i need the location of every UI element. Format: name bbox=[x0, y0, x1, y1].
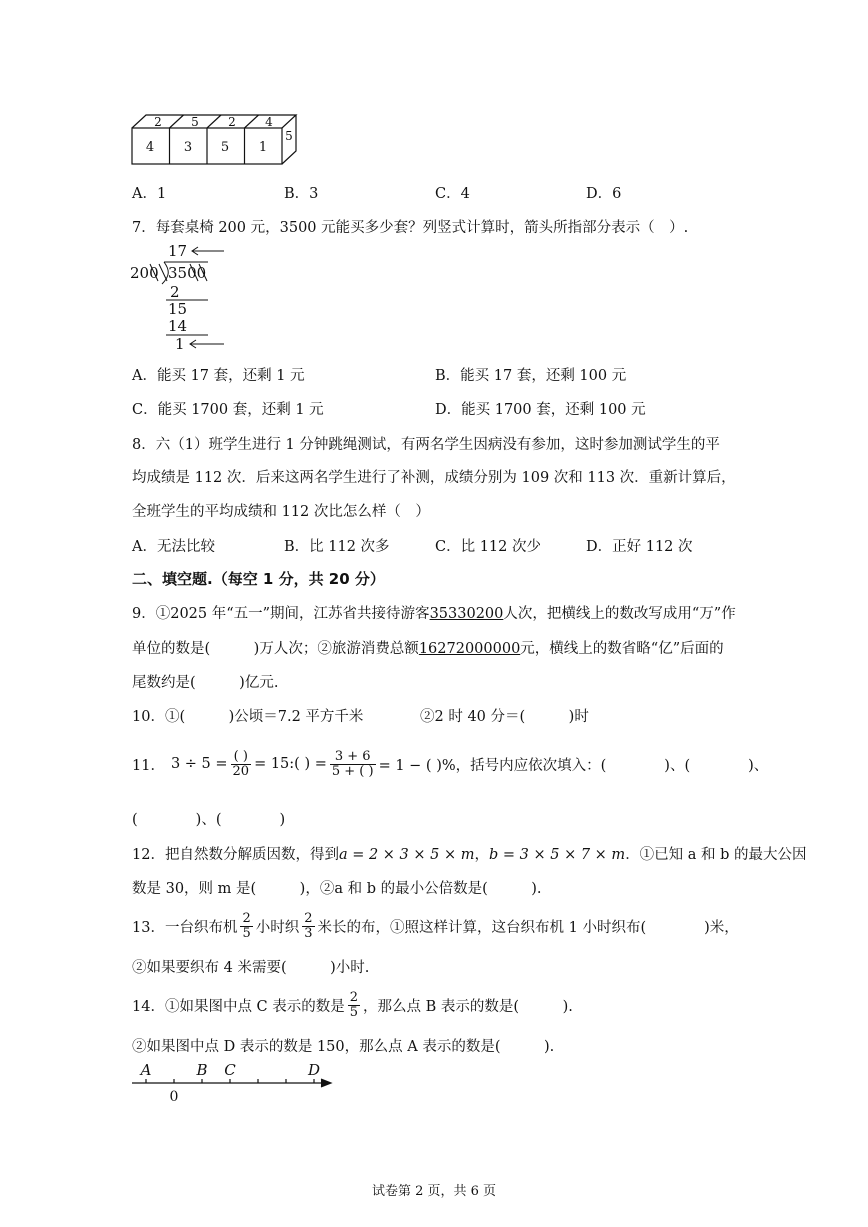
cube-front-3: 5 bbox=[220, 140, 230, 155]
q14-text-b: ，那么点 B 表示的数是( ). bbox=[363, 998, 573, 1015]
q7-stem: 7．每套桌椅 200 元，3500 元能买多少套？列竖式计算时，箭头所指部分表示（ ）. bbox=[132, 220, 689, 236]
q9-line-3: 尾数约是( )亿元. bbox=[132, 675, 279, 691]
q9-text-2b: 元，横线上的数省略“亿”后面的 bbox=[520, 641, 724, 657]
q13-fraction-1 bbox=[240, 912, 252, 940]
q8-option-d[interactable]: D．正好 112 次 bbox=[586, 539, 693, 555]
q10-part-1: 10．①( )公顷＝7.2 平方千米 bbox=[132, 709, 364, 725]
q11-expr-3: = 1 − ( )%，括号内应依次填入：( )、( )、 bbox=[378, 757, 769, 774]
q12-text-1a: 12．把自然数分解质因数，得到 bbox=[132, 847, 339, 863]
q12-line-1 bbox=[132, 843, 807, 864]
page-footer: 试卷第 2 页，共 6 页 bbox=[371, 1184, 497, 1199]
q13-text-b: 小时织 bbox=[255, 919, 300, 936]
q11-frac2-denominator: 5 + ( ) bbox=[331, 763, 374, 779]
q12-comma: ， bbox=[474, 847, 489, 863]
division-row-4: 1 bbox=[175, 335, 185, 353]
q12-expr-a: a = 2 × 3 × 5 × m bbox=[338, 847, 475, 863]
q13-frac2-numerator: 2 bbox=[304, 910, 313, 926]
q8-line-2: 均成绩是 112 次．后来这两名学生进行了补测，成绩分别为 109 次和 113 次．重新计算后， bbox=[132, 470, 736, 486]
q13-frac2-denominator: 3 bbox=[304, 925, 313, 941]
q11-expr-1: 3 ÷ 5 = bbox=[170, 756, 228, 772]
q11-frac2-numerator: 3 + 6 bbox=[330, 750, 376, 765]
q9-line-2 bbox=[132, 637, 724, 658]
q14-text-a: 14．①如果图中点 C 表示的数是 bbox=[132, 998, 345, 1015]
q13-frac1-denominator: 5 bbox=[242, 925, 251, 941]
cube-front-4: 1 bbox=[258, 140, 268, 155]
q9-line-1 bbox=[132, 602, 736, 623]
cube-front-1: 4 bbox=[145, 140, 155, 155]
q6-option-d[interactable]: D．6 bbox=[586, 186, 622, 202]
q12-line-2: 数是 30，则 m 是( )，②a 和 b 的最小公倍数是( ). bbox=[132, 881, 542, 897]
q8-option-b[interactable]: B．比 112 次多 bbox=[284, 539, 390, 555]
division-row-3: 14 bbox=[168, 317, 188, 335]
q9-underlined-number-1: 35330200 bbox=[429, 606, 504, 622]
number-line bbox=[128, 1060, 343, 1105]
q8-option-a[interactable]: A．无法比较 bbox=[132, 539, 215, 555]
cube-top-2: 5 bbox=[191, 115, 199, 129]
q11-expr-2: = 15:( ) = bbox=[254, 756, 327, 772]
q8-option-c[interactable]: C．比 112 次少 bbox=[435, 539, 541, 555]
q11-frac1-numerator: ( ) bbox=[231, 750, 252, 765]
q8-line-3: 全班学生的平均成绩和 112 次比怎么样（ ） bbox=[132, 504, 430, 520]
q9-text-1b: 人次，把横线上的数改写成用“万”作 bbox=[503, 606, 736, 622]
cube-top-4: 4 bbox=[265, 115, 273, 129]
q13-line-2: ②如果要织布 4 米需要( )小时. bbox=[132, 960, 370, 976]
division-row-1: 2 bbox=[170, 283, 180, 301]
point-label-c: C bbox=[224, 1061, 236, 1079]
q12-text-1b: ．①已知 a 和 b 的最大公因 bbox=[625, 847, 807, 863]
cube-top-3: 2 bbox=[228, 115, 236, 129]
q12-expr-b: b = 3 × 5 × 7 × m bbox=[489, 847, 626, 863]
q11-frac1-denominator: 20 bbox=[232, 763, 250, 779]
q9-text-1a: 9．①2025 年“五一”期间，江苏省共接待游客 bbox=[132, 606, 430, 622]
point-label-a: A bbox=[140, 1061, 152, 1079]
division-dividend: 3500 bbox=[168, 264, 207, 282]
q13-text-a: 13．一台织布机 bbox=[132, 919, 238, 936]
cube-figure bbox=[128, 112, 303, 167]
q10-part-2: ②2 时 40 分＝( )时 bbox=[420, 709, 589, 725]
point-label-d: D bbox=[307, 1061, 321, 1079]
q14-line-2: ②如果图中点 D 表示的数是 150，那么点 A 表示的数是( ). bbox=[132, 1039, 555, 1055]
q6-option-b[interactable]: B．3 bbox=[284, 186, 319, 202]
q11-fraction-2 bbox=[330, 750, 376, 778]
q7-option-a[interactable]: A．能买 17 套，还剩 1 元 bbox=[132, 368, 305, 384]
q14-fraction bbox=[348, 991, 360, 1019]
cube-top-1: 2 bbox=[154, 115, 162, 129]
q7-long-division bbox=[128, 240, 238, 355]
q7-option-c[interactable]: C．能买 1700 套，还剩 1 元 bbox=[132, 402, 324, 418]
q9-text-2a: 单位的数是( )万人次；②旅游消费总额 bbox=[132, 641, 419, 657]
q9-underlined-number-2: 16272000000 bbox=[418, 641, 521, 657]
division-divisor: 200 bbox=[130, 264, 159, 282]
q11-fraction-1 bbox=[231, 750, 252, 778]
q6-option-a[interactable]: A．1 bbox=[132, 186, 167, 202]
point-label-b: B bbox=[196, 1061, 208, 1079]
q13-fraction-2 bbox=[302, 912, 314, 940]
division-row-2: 15 bbox=[168, 300, 188, 318]
q13-line-1 bbox=[132, 905, 739, 947]
q13-frac1-numerator: 2 bbox=[242, 910, 251, 926]
q13-text-c: 米长的布，①照这样计算，这台织布机 1 小时织布( )米， bbox=[317, 919, 739, 936]
zero-label: 0 bbox=[169, 1089, 179, 1105]
cube-side: 5 bbox=[285, 129, 293, 143]
q8-line-1: 8．六（1）班学生进行 1 分钟跳绳测试，有两名学生因病没有参加，这时参加测试学生的平 bbox=[132, 437, 720, 453]
q14-frac-numerator: 2 bbox=[349, 989, 359, 1005]
q7-option-d[interactable]: D．能买 1700 套，还剩 100 元 bbox=[435, 402, 646, 418]
q11-number: 11． bbox=[132, 757, 165, 774]
q7-option-b[interactable]: B．能买 17 套，还剩 100 元 bbox=[435, 368, 627, 384]
q14-line-1 bbox=[132, 984, 573, 1026]
q11-line-1 bbox=[132, 742, 768, 786]
section-2-title: 二、填空题.（每空 1 分，共 20 分） bbox=[132, 570, 385, 588]
division-quotient: 17 bbox=[168, 242, 188, 260]
q14-frac-denominator: 5 bbox=[349, 1004, 359, 1020]
q11-line-2: ( )、( ) bbox=[132, 812, 286, 828]
q6-option-c[interactable]: C．4 bbox=[435, 186, 470, 202]
cube-front-2: 3 bbox=[183, 140, 193, 155]
